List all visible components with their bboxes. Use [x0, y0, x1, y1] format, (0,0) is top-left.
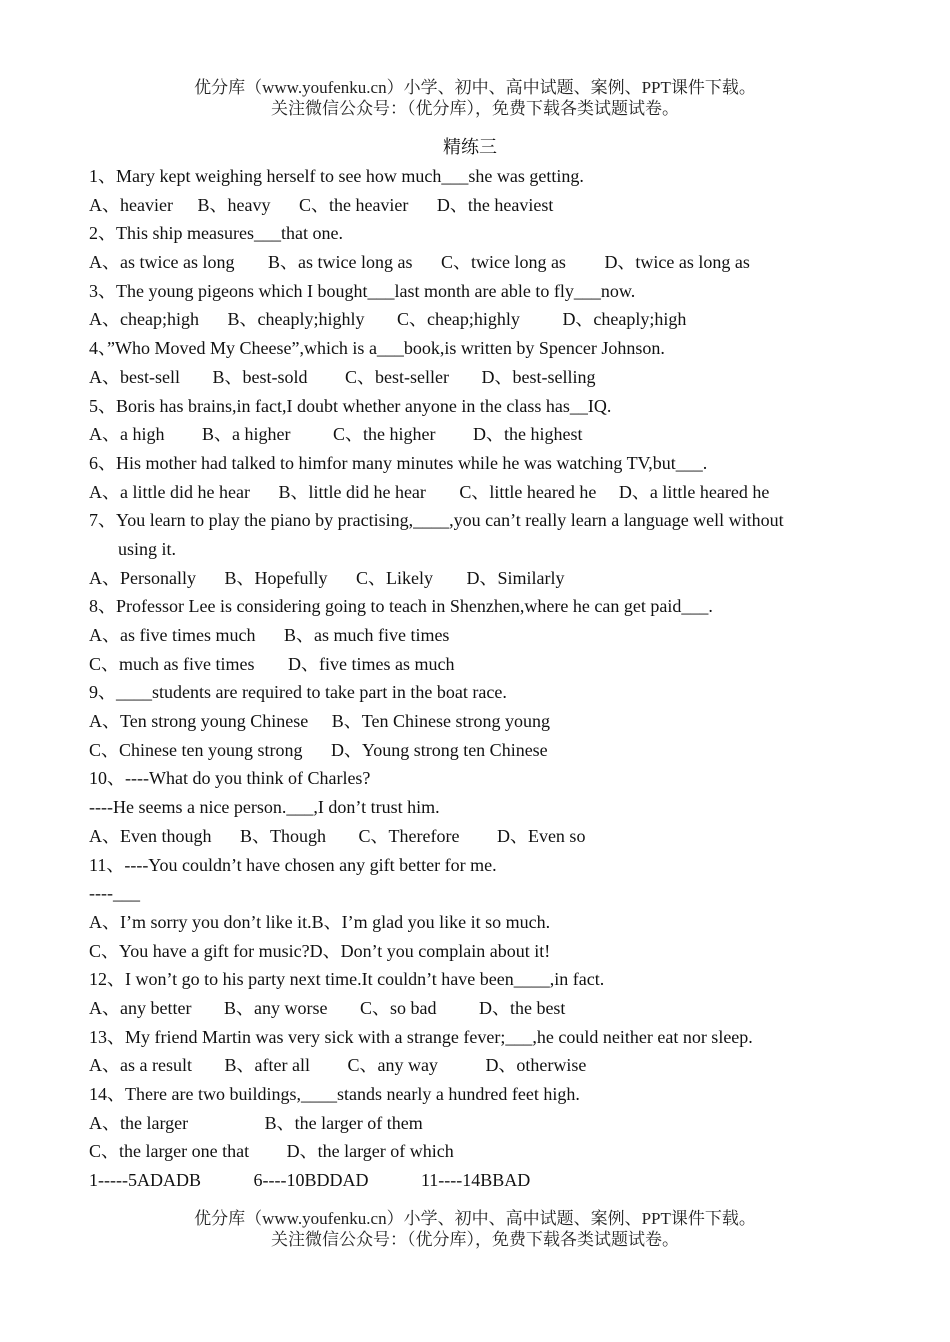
- option-c: C、any way: [347, 1055, 438, 1076]
- question-list: [89, 162, 864, 1195]
- option-d: D、the larger of which: [286, 1141, 454, 1162]
- option-row: [89, 191, 864, 220]
- option-d: D、the heaviest: [436, 194, 554, 215]
- option-b: B、a higher: [202, 424, 291, 445]
- option-a: A、the larger: [89, 1112, 189, 1133]
- option-d: D、twice as long as: [604, 252, 750, 273]
- option-b: B、best-sold: [212, 366, 308, 387]
- option-a: A、a high: [89, 424, 165, 445]
- question-text: 6、His mother had talked to himfor many minutes while he was watching TV,but___.: [89, 452, 708, 473]
- option-row: [89, 1137, 864, 1166]
- option-row: [89, 621, 864, 650]
- answer-group-3: 11----14BBAD: [420, 1170, 531, 1191]
- option-row: [89, 650, 864, 679]
- question-text: 1、Mary kept weighing herself to see how much___she was getting.: [89, 166, 584, 186]
- option-c: C、Likely: [356, 567, 433, 588]
- footer-line-1: 优分库（www.youfenku.cn）小学、初中、高中试题、案例、PPT课件下载。: [194, 1209, 756, 1228]
- option-b: B、any worse: [223, 997, 328, 1018]
- option-a: A、any better: [89, 997, 192, 1018]
- option-a: A、Ten strong young Chinese: [89, 711, 309, 732]
- option-c: C、best-seller: [345, 366, 449, 387]
- option-d: D、the best: [478, 997, 566, 1018]
- question-text: 2、This ship measures___that one.: [89, 223, 343, 244]
- option-d: D、Even so: [496, 825, 586, 846]
- option-row: [89, 908, 864, 937]
- option-row: [89, 248, 864, 277]
- option-row: [89, 1051, 864, 1080]
- question-text-continued: using it.: [118, 538, 177, 559]
- question-text: 12、I won’t go to his party next time.It couldn’t have been____,in fact.: [89, 969, 605, 990]
- question-text-continued: ----___: [89, 883, 140, 904]
- question-text: 8、Professor Lee is considering going to teach in Shenzhen,where he can get paid___.: [89, 596, 713, 617]
- option-row: [89, 994, 864, 1023]
- option-d: D、five times as much: [287, 653, 455, 674]
- question-text: 13、My friend Martin was very sick with a strange fever;___,he could neither eat nor sleep.: [89, 1026, 753, 1047]
- page-title: 精练三: [443, 137, 497, 157]
- option-row: [89, 363, 864, 392]
- option-c: C、the higher: [332, 424, 436, 445]
- question-text: 9、____students are required to take part in the boat race.: [89, 682, 507, 703]
- option-d: D、Young strong ten Chinese: [331, 739, 548, 760]
- option-d: D、otherwise: [485, 1055, 587, 1076]
- option-c: C、You have a gift for music?: [89, 940, 310, 961]
- option-a: A、best-sell: [89, 366, 180, 387]
- option-b: B、as much five times: [283, 625, 450, 645]
- answer-key: [89, 1166, 864, 1195]
- option-row: [89, 736, 864, 765]
- option-d: D、Similarly: [466, 567, 565, 588]
- option-a: A、as a result: [89, 1055, 192, 1076]
- option-d: D、best-selling: [481, 366, 596, 387]
- option-d: D、a little heared he: [618, 481, 770, 502]
- option-d: D、Don’t you complain about it!: [309, 940, 551, 961]
- option-row: [89, 937, 864, 966]
- option-row: [89, 420, 864, 449]
- option-b: B、Though: [239, 825, 326, 846]
- question-text: 14、There are two buildings,____stands nearly a hundred feet high.: [89, 1084, 580, 1104]
- option-b: B、I’m glad you like it so much.: [311, 911, 551, 932]
- question-text: 7、You learn to play the piano by practising,____,you can’t really learn a language well without: [89, 510, 784, 531]
- option-a: A、Personally: [89, 567, 196, 588]
- answer-group-1: 1-----5ADADB: [89, 1170, 201, 1191]
- option-d: D、cheaply;high: [562, 309, 687, 330]
- option-a: A、a little did he hear: [89, 481, 250, 502]
- answer-group-2: 6----10BDDAD: [253, 1170, 369, 1191]
- option-b: B、as twice long as: [267, 252, 413, 273]
- header-line-2: 关注微信公众号：（优分库），免费下载各类试题试卷。: [271, 99, 679, 118]
- option-b: B、little did he hear: [278, 481, 426, 502]
- option-row: [89, 478, 864, 507]
- header-line-1: 优分库（www.youfenku.cn）小学、初中、高中试题、案例、PPT课件下载。: [194, 78, 756, 97]
- option-row: [89, 707, 864, 736]
- option-a: A、cheap;high: [89, 309, 199, 330]
- option-a: A、as twice as long: [89, 252, 235, 273]
- question-text: 3、The young pigeons which I bought___last month are able to fly___now.: [89, 280, 636, 301]
- option-c: C、twice long as: [440, 252, 566, 273]
- option-c: C、Chinese ten young strong: [89, 739, 303, 760]
- footer-line-2: 关注微信公众号：（优分库），免费下载各类试题试卷。: [271, 1230, 679, 1249]
- question-text: 11、----You couldn’t have chosen any gift better for me.: [89, 854, 497, 875]
- option-row: [89, 822, 864, 851]
- option-c: C、cheap;highly: [396, 309, 520, 330]
- option-row: [89, 1109, 864, 1138]
- option-b: B、the larger of them: [264, 1112, 423, 1133]
- page-footer: [0, 1208, 950, 1250]
- option-a: A、I’m sorry you don’t like it.: [89, 911, 312, 932]
- option-c: C、so bad: [359, 997, 437, 1018]
- option-c: C、little heared he: [459, 481, 597, 502]
- option-row: [89, 564, 864, 593]
- option-b: B、heavy: [197, 194, 271, 215]
- option-c: C、much as five times: [89, 653, 255, 674]
- question-text: 5、Boris has brains,in fact,I doubt whether anyone in the class has__IQ.: [89, 395, 612, 416]
- question-text: 4、”Who Moved My Cheese”,which is a___book,is written by Spencer Johnson.: [89, 338, 665, 359]
- option-a: A、Even though: [89, 825, 212, 846]
- option-a: A、heavier: [89, 194, 173, 215]
- question-text: 10、----What do you think of Charles?: [89, 768, 371, 789]
- option-b: B、Ten Chinese strong young: [331, 711, 550, 732]
- option-c: C、the larger one that: [89, 1141, 250, 1162]
- option-d: D、the highest: [472, 424, 583, 445]
- option-row: [89, 305, 864, 334]
- option-b: B、Hopefully: [224, 567, 328, 588]
- page-header: [0, 77, 950, 119]
- option-c: C、Therefore: [358, 825, 460, 846]
- option-a: A、as five times much: [89, 625, 256, 645]
- option-b: B、cheaply;highly: [227, 309, 365, 330]
- question-text-continued: ----He seems a nice person.___,I don’t trust him.: [89, 797, 440, 818]
- option-c: C、the heavier: [298, 194, 409, 215]
- option-b: B、after all: [224, 1055, 310, 1076]
